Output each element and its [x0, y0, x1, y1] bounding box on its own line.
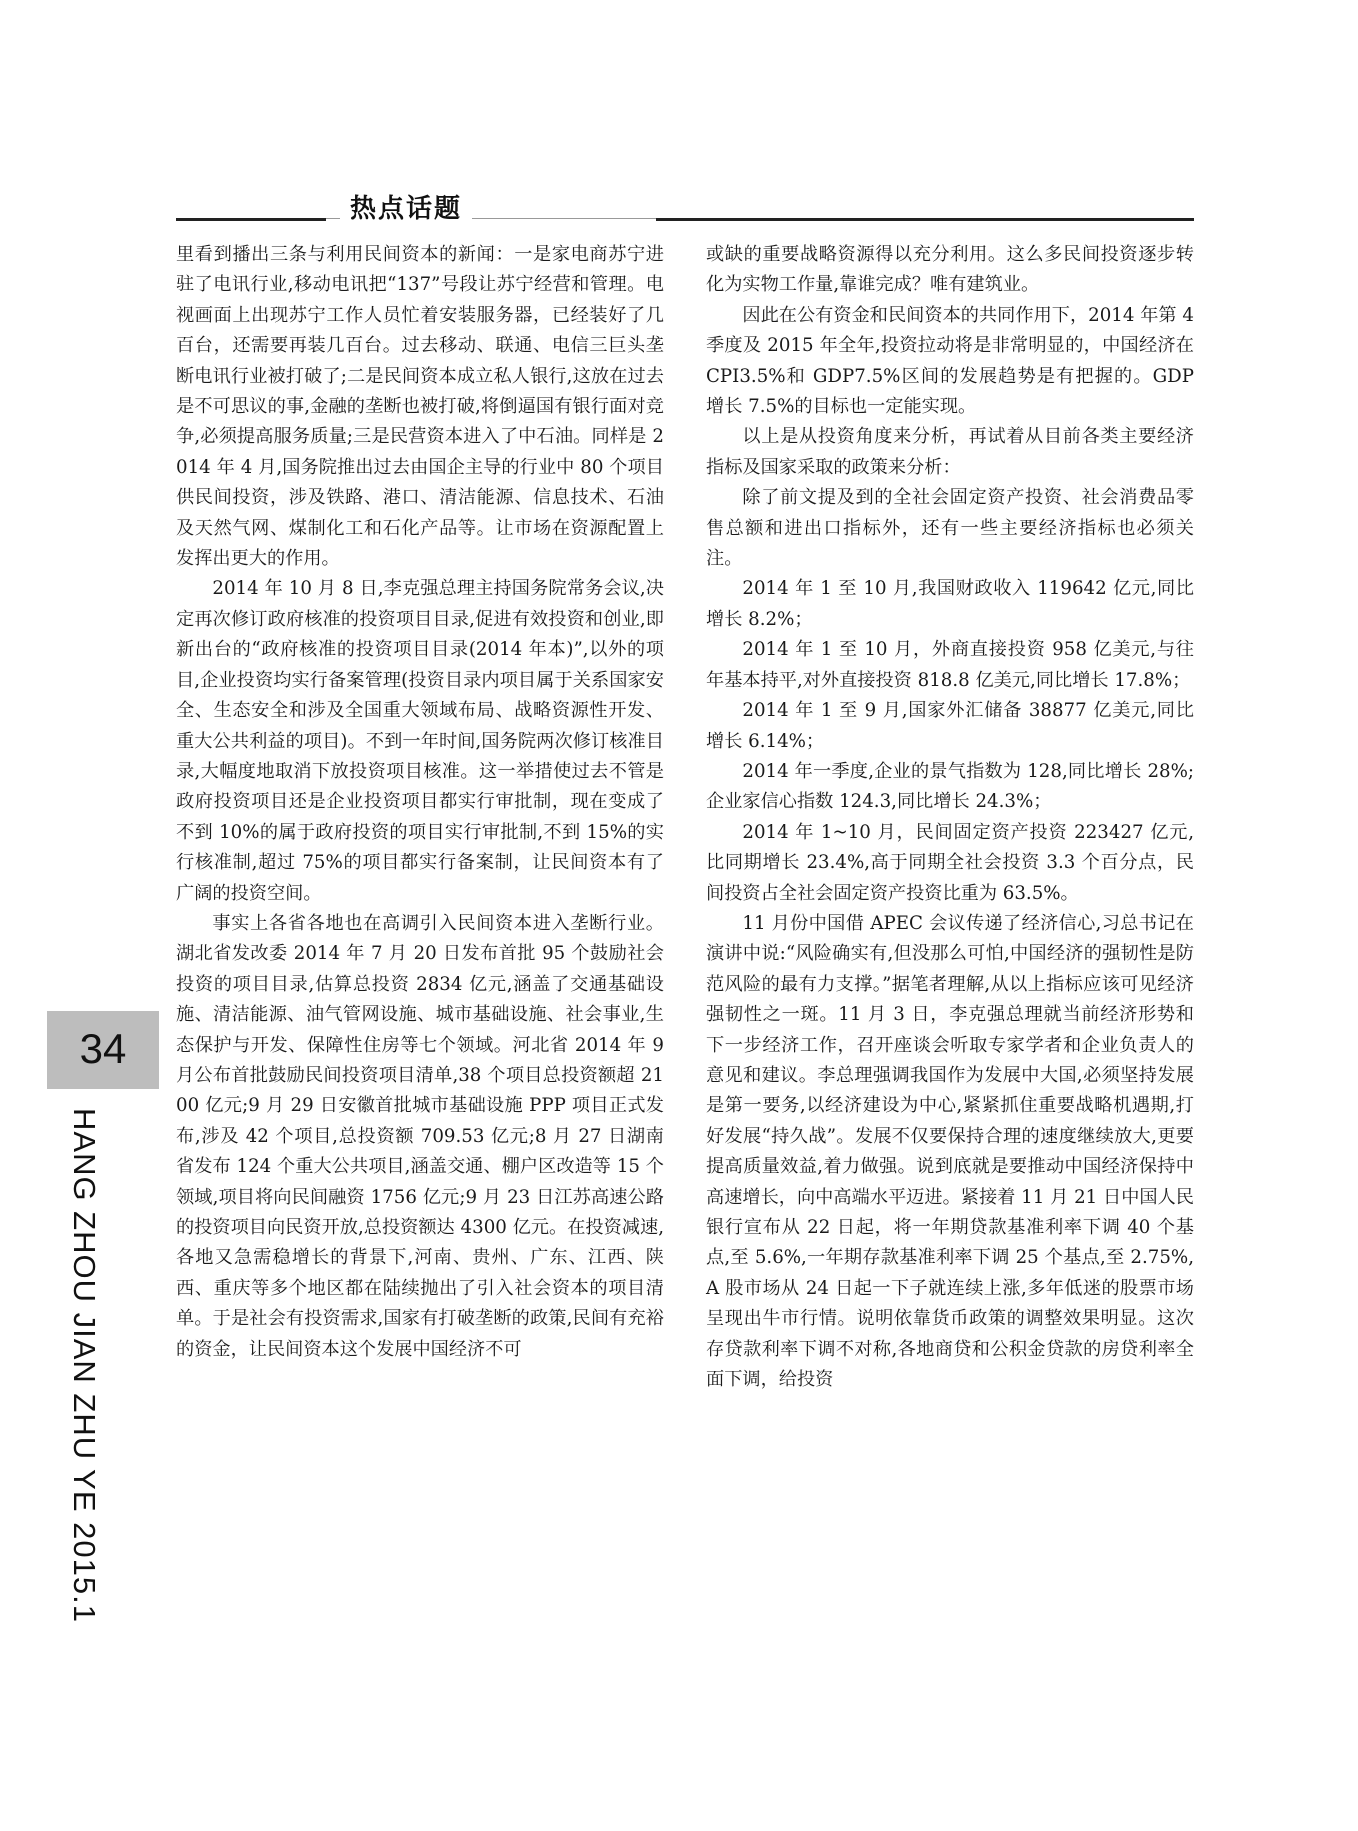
section-title: 热点话题 — [340, 188, 472, 225]
paragraph: 以上是从投资角度来分析，再试着从目前各类主要经济指标及国家采取的政策来分析： — [706, 426, 1194, 478]
section-header — [176, 188, 1194, 228]
paragraph: 因此在公有资金和民间资本的共同作用下，2014 年第 4 季度及 2015 年全年,投资拉动将是非常明显的，中国经济在 CPI3.5%和 GDP7.5%区间的发展趋势是有把握的。GDP 增长 7.5%的目标也一定能实现。 — [706, 304, 1194, 418]
paragraph: 2014 年 10 月 8 日,李克强总理主持国务院常务会议,决定再次修订政府核准的投资项目目录,促进有效投资和创业,即新出台的“政府核准的投资项目目录(2014 年本)”,以外的项目,企业投资均实行备案管理(投资目录内项目属于关系国家安全、生态安全和涉及全国重大领域布局、战略资源性开发、重大公共利益的项目)。不到一年时间,国务院两次修订核准目录,大幅度地取消下放投资项目核准。这一举措使过去不管是政府投资项目还是企业投资项目都实行审批制，现在变成了不到 10%的属于政府投资的项目实行审批制,不到 15%的实行核准制,超过 75%的项目都实行备案制，让民间资本有了广阔的投资空间。 — [176, 578, 664, 904]
paragraph: 里看到播出三条与利用民间资本的新闻：一是家电商苏宁进驻了电讯行业,移动电讯把“137”号段让苏宁经营和管理。电视画面上出现苏宁工作人员忙着安装服务器，已经装好了几百台，还需要再装几百台。过去移动、联通、电信三巨头垄断电讯行业被打破了;二是民间资本成立私人银行,这放在过去是不可思议的事,金融的垄断也被打破,将倒逼国有银行面对竞争,必须提高服务质量;三是民营资本进入了中石油。同样是 2014 年 4 月,国务院推出过去由国企主导的行业中 80 个项目供民间投资，涉及铁路、港口、清洁能源、信息技术、石油及天然气网、煤制化工和石化产品等。让市场在资源配置上发挥出更大的作用。 — [176, 244, 664, 570]
paragraph: 2014 年一季度,企业的景气指数为 128,同比增长 28%;企业家信心指数 124.3,同比增长 24.3%； — [706, 760, 1194, 813]
left-text-column — [176, 240, 664, 1365]
paragraph: 除了前文提及到的全社会固定资产投资、社会消费品零售总额和进出口指标外，还有一些主要经济指标也必须关注。 — [706, 487, 1194, 570]
header-rule-right — [656, 218, 1194, 221]
journal-name-vertical: HANG ZHOU JIAN ZHU YE 2015.1 — [67, 1108, 102, 1623]
paragraph: 事实上各省各地也在高调引入民间资本进入垄断行业。湖北省发改委 2014 年 7 月 20 日发布首批 95 个鼓励社会投资的项目目录,估算总投资 2834 亿元,涵盖了交通基础设施、清洁能源、油气管网设施、城市基础设施、社会事业,生态保护与开发、保障性住房等七个领域。河北省 2014 年 9 月公布首批鼓励民间投资项目清单,38 个项目总投资额超 2100 亿元;9 月 29 日安徽首批城市基础设施 PPP 项目正式发布,涉及 42 个项目,总投资额 709.53 亿元;8 月 27 日湖南省发布 124 个重大公共项目,涵盖交通、棚户区改造等 15 个领域,项目将向民间融资 1756 亿元;9 月 23 日江苏高速公路的投资项目向民资开放,总投资额达 4300 亿元。在投资减速,各地又急需稳增长的背景下,河南、贵州、广东、江西、陕西、重庆等多个地区都在陆续抛出了引入社会资本的项目清单。于是社会有投资需求,国家有打破垄断的政策,民间有充裕的资金，让民间资本这个发展中国经济不可 — [176, 912, 664, 1360]
paragraph: 2014 年 1 至 10 月，外商直接投资 958 亿美元,与往年基本持平,对外直接投资 818.8 亿美元,同比增长 17.8%； — [706, 639, 1194, 691]
paragraph: 2014 年 1 至 10 月,我国财政收入 119642 亿元,同比增长 8.2%； — [706, 578, 1194, 630]
header-rule-left — [176, 218, 326, 221]
paragraph: 11 月份中国借 APEC 会议传递了经济信心,习总书记在演讲中说:“风险确实有,但没那么可怕,中国经济的强韧性是防范风险的最有力支撑。”据笔者理解,从以上指标应该可见经济强韧性之一斑。11 月 3 日，李克强总理就当前经济形势和下一步经济工作，召开座谈会听取专家学者和企业负责人的意见和建议。李总理强调我国作为发展中大国,必须坚持发展是第一要务,以经济建设为中心,紧紧抓住重要战略机遇期,打好发展“持久战”。发展不仅要保持合理的速度继续放大,更要提高质量效益,着力做强。说到底就是要推动中国经济保持中高速增长，向中高端水平迈进。紧接着 11 月 21 日中国人民银行宣布从 22 日起，将一年期贷款基准利率下调 40 个基点,至 5.6%,一年期存款基准利率下调 25 个基点,至 2.75%,A 股市场从 24 日起一下子就连续上涨,多年低迷的股票市场呈现出牛市行情。说明依靠货币政策的调整效果明显。这次存贷款利率下调不对称,各地商贷和公积金贷款的房贷利率全面下调，给投资 — [706, 912, 1194, 1391]
right-text-column — [706, 240, 1194, 1395]
paragraph: 2014 年 1 至 9 月,国家外汇储备 38877 亿美元,同比增长 6.14%； — [706, 700, 1194, 752]
paragraph: 或缺的重要战略资源得以充分利用。这么多民间投资逐步转化为实物工作量,靠谁完成？唯有建筑业。 — [706, 244, 1194, 296]
paragraph: 2014 年 1~10 月，民间固定资产投资 223427 亿元,比同期增长 23.4%,高于同期全社会投资 3.3 个百分点，民间投资占全社会固定资产投资比重为 63.5%。 — [706, 821, 1194, 904]
page-number-tab — [47, 1011, 159, 1089]
page-number: 34 — [79, 1025, 127, 1072]
